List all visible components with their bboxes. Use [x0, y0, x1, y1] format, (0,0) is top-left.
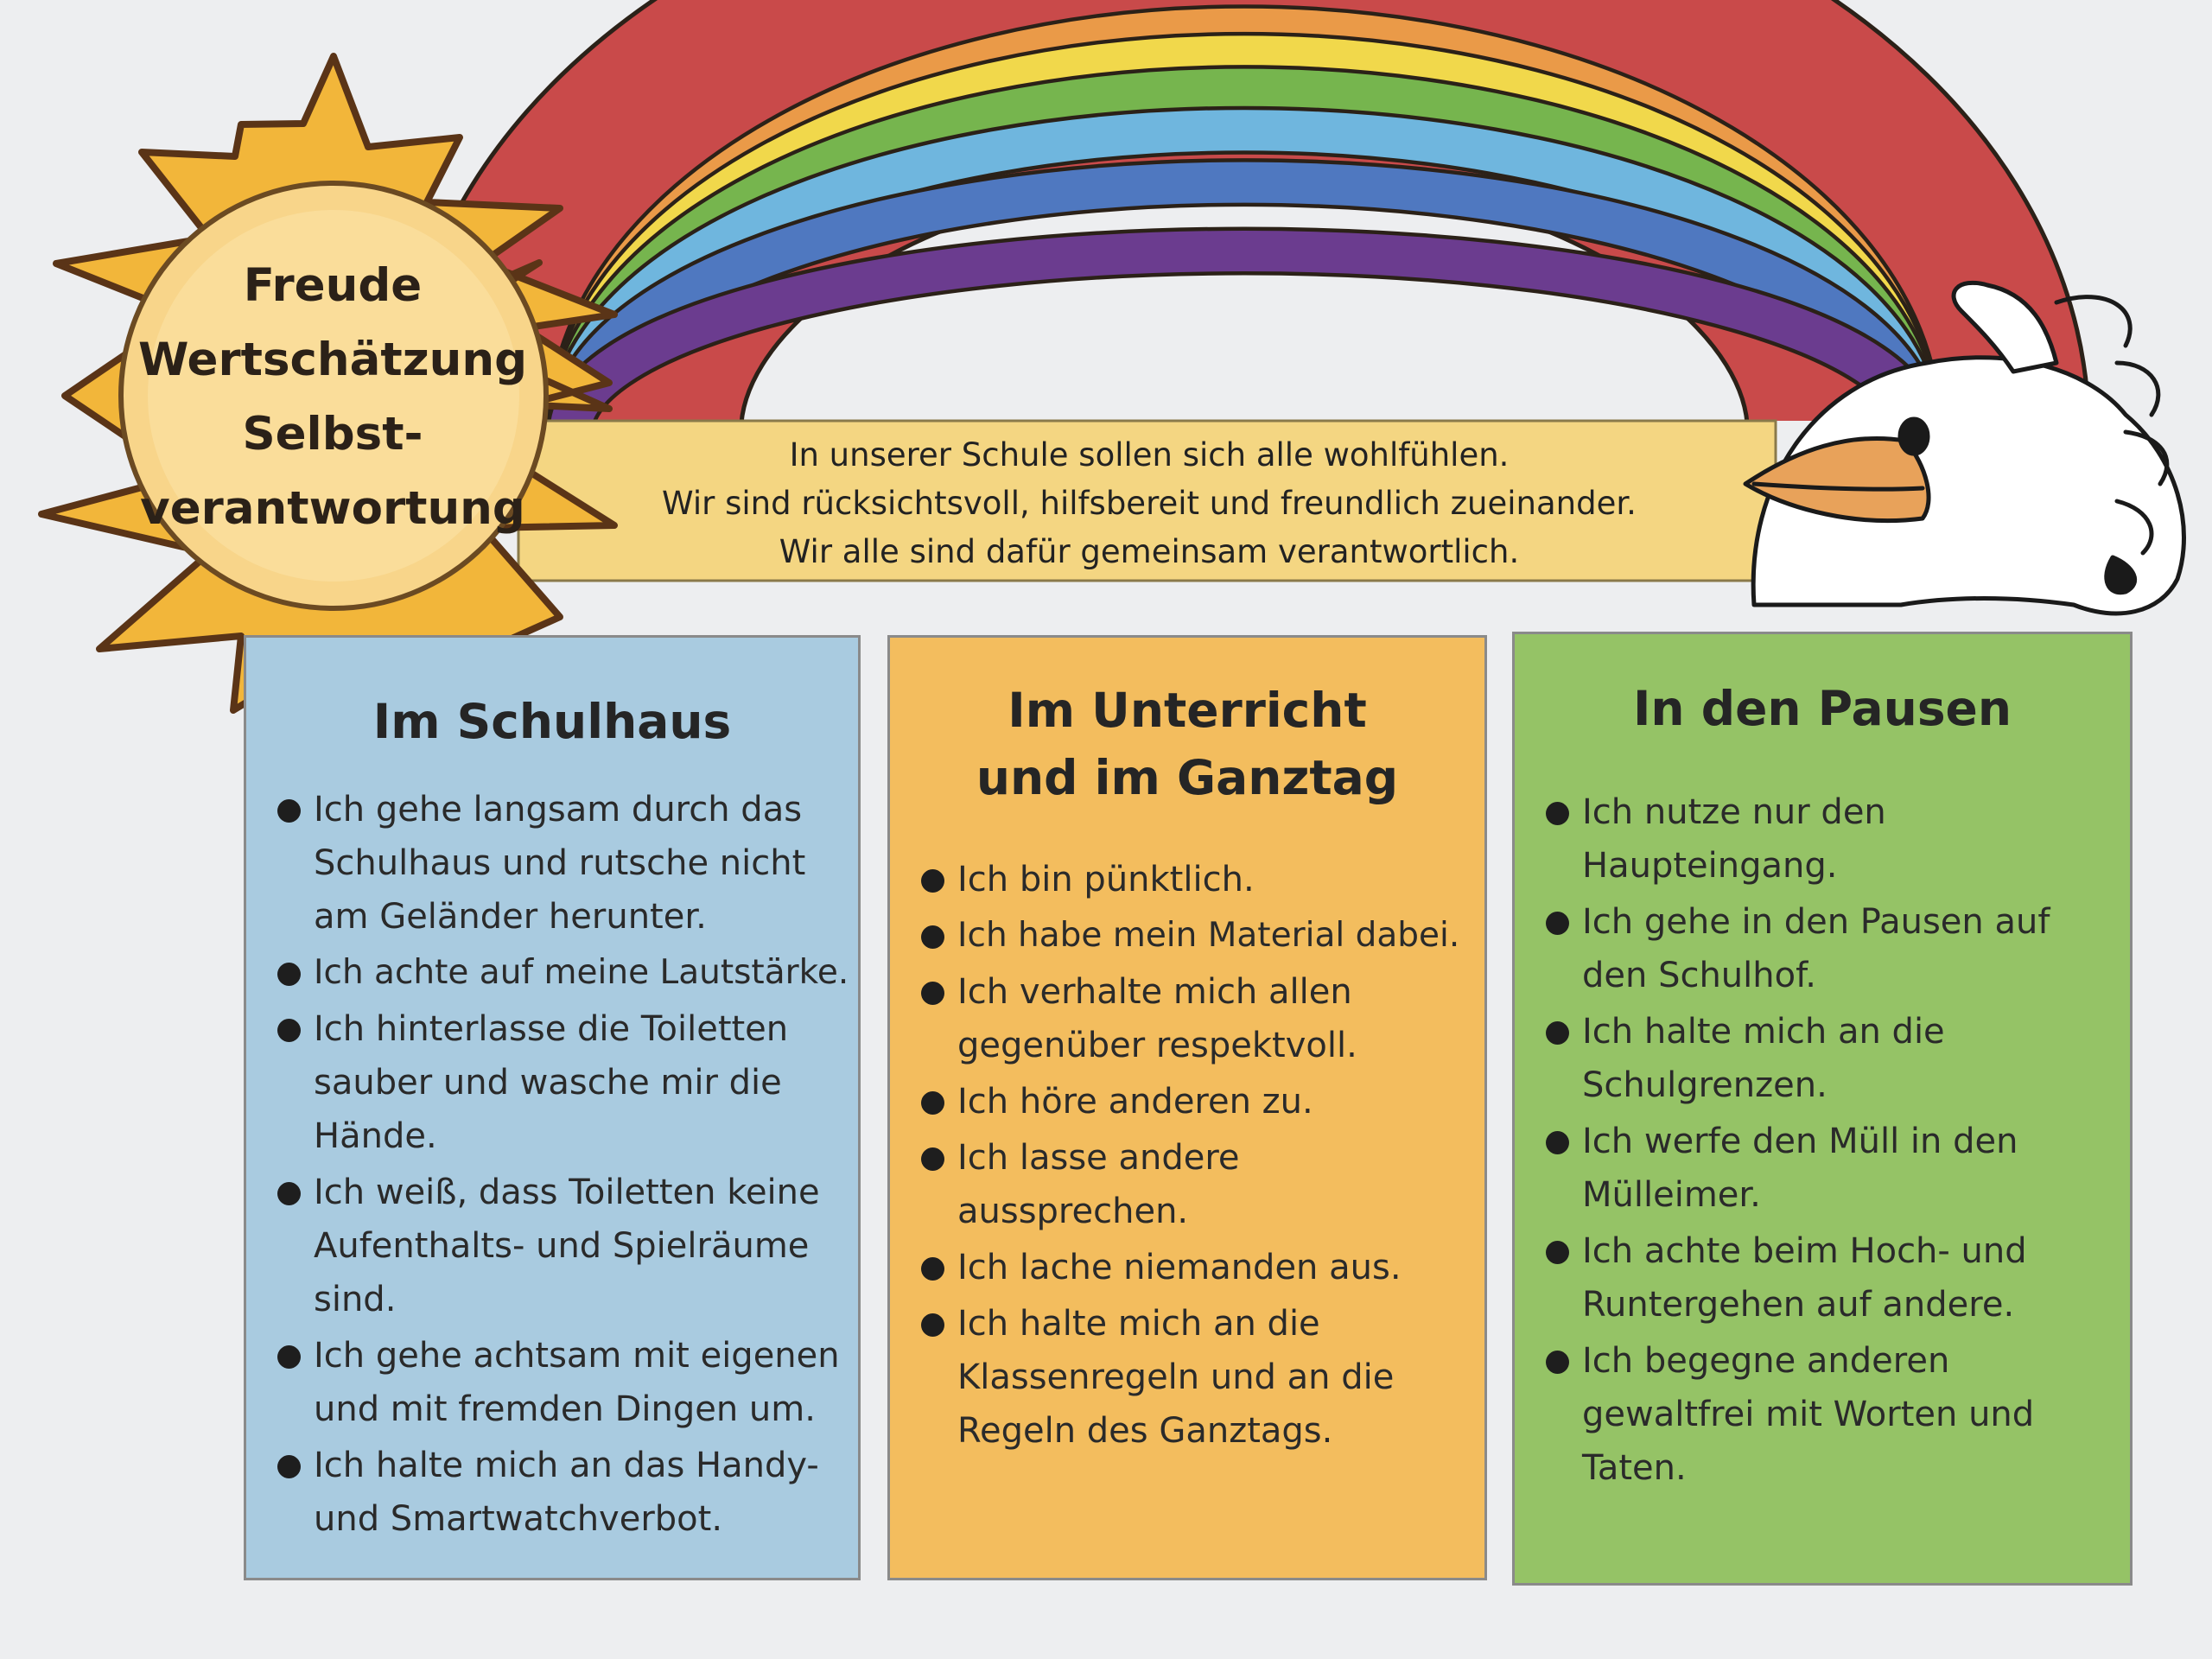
- sun-value-2: Wertschätzung: [137, 334, 528, 386]
- rule-line: Ich weiß, dass Toiletten keine: [314, 1173, 820, 1212]
- rule-line: Regeln des Ganztags.: [957, 1411, 1333, 1451]
- sun-value-4: verantwortung: [140, 482, 525, 535]
- rule-line: Ich hinterlasse die Toiletten: [314, 1009, 789, 1049]
- rule-line: aussprechen.: [957, 1192, 1189, 1231]
- rule-item: [277, 1439, 841, 1546]
- rules-list: [277, 783, 849, 1546]
- panel-title-line: Im Schulhaus: [372, 694, 732, 749]
- rule-line: Ich achte auf meine Lautstärke.: [314, 953, 849, 992]
- rule-line: Schulgrenzen.: [1582, 1065, 1827, 1105]
- panel-title-line: In den Pausen: [1632, 681, 2012, 736]
- rule-item: [277, 783, 841, 944]
- banner-line-1: In unserer Schule sollen sich alle wohlfühlen.: [789, 435, 1510, 474]
- bullet-icon: [1546, 1021, 1569, 1045]
- bullet-icon: [921, 1147, 944, 1171]
- rule-line: sauber und wasche mir die: [314, 1063, 782, 1103]
- bullet-icon: [921, 869, 944, 893]
- bullet-icon: [277, 1455, 301, 1478]
- rule-line: Ich lasse andere: [957, 1138, 1240, 1178]
- rule-line: Klassenregeln und an die: [957, 1357, 1395, 1397]
- rule-line: Ich werfe den Müll in den: [1582, 1122, 2018, 1161]
- panel-title: [277, 688, 841, 755]
- rule-item: [277, 1002, 841, 1163]
- sun-value-3: Selbst-: [242, 408, 423, 461]
- rule-item: [1546, 1115, 2113, 1222]
- rule-item: [277, 946, 849, 1000]
- panel-title: [921, 677, 1467, 811]
- bullet-icon: [921, 1091, 944, 1115]
- rule-line: Ich habe mein Material dabei.: [957, 916, 1460, 955]
- rule-line: und Smartwatchverbot.: [314, 1499, 723, 1539]
- bullet-icon: [1546, 1241, 1569, 1264]
- bullet-icon: [1546, 1351, 1569, 1374]
- rule-line: Ich verhalte mich allen: [957, 972, 1352, 1012]
- rule-line: Taten.: [1582, 1448, 1687, 1488]
- sun-value-1: Freude: [243, 259, 423, 312]
- bullet-icon: [277, 1182, 301, 1205]
- bullet-icon: [921, 982, 944, 1005]
- rule-line: gegenüber respektvoll.: [957, 1026, 1357, 1065]
- rule-line: Ich lache niemanden aus.: [957, 1248, 1402, 1287]
- bullet-icon: [921, 1257, 944, 1281]
- rules-list: [1546, 785, 2113, 1495]
- banner-message: [570, 428, 1728, 579]
- bullet-icon: [1546, 1131, 1569, 1154]
- rules-list: [921, 853, 1467, 1458]
- panel-title: [1546, 675, 2113, 742]
- rule-line: Hände.: [314, 1116, 437, 1156]
- panel-schulhaus: [244, 635, 861, 1580]
- bullet-icon: [277, 799, 301, 823]
- rule-line: Ich nutze nur den: [1582, 792, 1886, 832]
- rule-line: Ich gehe in den Pausen auf: [1582, 902, 2050, 942]
- rule-line: Schulhaus und rutsche nicht: [314, 843, 806, 883]
- bullet-icon: [277, 1019, 301, 1042]
- rule-line: Ich achte beim Hoch- und: [1582, 1231, 2027, 1271]
- bullet-icon: [1546, 912, 1569, 935]
- bullet-icon: [277, 963, 301, 986]
- rule-line: Ich begegne anderen: [1582, 1341, 1950, 1381]
- bird-eye: [1900, 419, 1928, 454]
- rule-line: Ich halte mich an die: [1582, 1012, 1945, 1052]
- bullet-icon: [921, 1313, 944, 1337]
- rule-item: [1546, 785, 2113, 893]
- rule-line: den Schulhof.: [1582, 956, 1816, 995]
- rule-line: Runtergehen auf andere.: [1582, 1285, 2015, 1325]
- rule-item: [921, 853, 1467, 906]
- rule-item: [921, 1241, 1467, 1294]
- rule-line: gewaltfrei mit Worten und: [1582, 1395, 2035, 1434]
- rule-line: am Geländer herunter.: [314, 897, 707, 937]
- rule-line: Ich bin pünktlich.: [957, 860, 1255, 899]
- rule-item: [1546, 1005, 2113, 1112]
- rule-item: [1546, 895, 2113, 1002]
- rule-line: Ich höre anderen zu.: [957, 1082, 1313, 1122]
- panel-title-line: und im Ganztag: [976, 750, 1399, 805]
- banner-line-2: Wir sind rücksichtsvoll, hilfsbereit und freundlich zueinander.: [662, 484, 1637, 522]
- bullet-icon: [277, 1345, 301, 1369]
- panel-title-line: Im Unterricht: [1007, 683, 1367, 738]
- rule-line: sind.: [314, 1280, 397, 1319]
- rule-item: [921, 909, 1467, 963]
- rule-line: Ich halte mich an das Handy-: [314, 1446, 819, 1485]
- rule-line: Aufenthalts- und Spielräume: [314, 1226, 810, 1266]
- rule-line: Ich gehe achtsam mit eigenen: [314, 1336, 840, 1376]
- rule-line: Mülleimer.: [1582, 1175, 1761, 1215]
- rule-line: Ich halte mich an die: [957, 1304, 1320, 1344]
- rule-item: [1546, 1334, 2113, 1495]
- bullet-icon: [1546, 802, 1569, 825]
- rule-item: [921, 1131, 1467, 1238]
- rule-item: [921, 1297, 1467, 1458]
- rule-item: [1546, 1224, 2113, 1332]
- rule-item: [921, 965, 1467, 1072]
- sun-values: [130, 251, 536, 544]
- rule-line: Ich gehe langsam durch das: [314, 790, 803, 830]
- rule-item: [277, 1329, 841, 1436]
- bullet-icon: [921, 925, 944, 949]
- rule-item: [277, 1166, 841, 1326]
- rule-line: und mit fremden Dingen um.: [314, 1389, 816, 1429]
- banner-line-3: Wir alle sind dafür gemeinsam verantwortlich.: [779, 532, 1520, 570]
- rule-item: [921, 1075, 1467, 1128]
- panel-pausen: [1512, 632, 2133, 1586]
- panel-unterricht: [887, 635, 1487, 1580]
- rule-line: Haupteingang.: [1582, 846, 1838, 886]
